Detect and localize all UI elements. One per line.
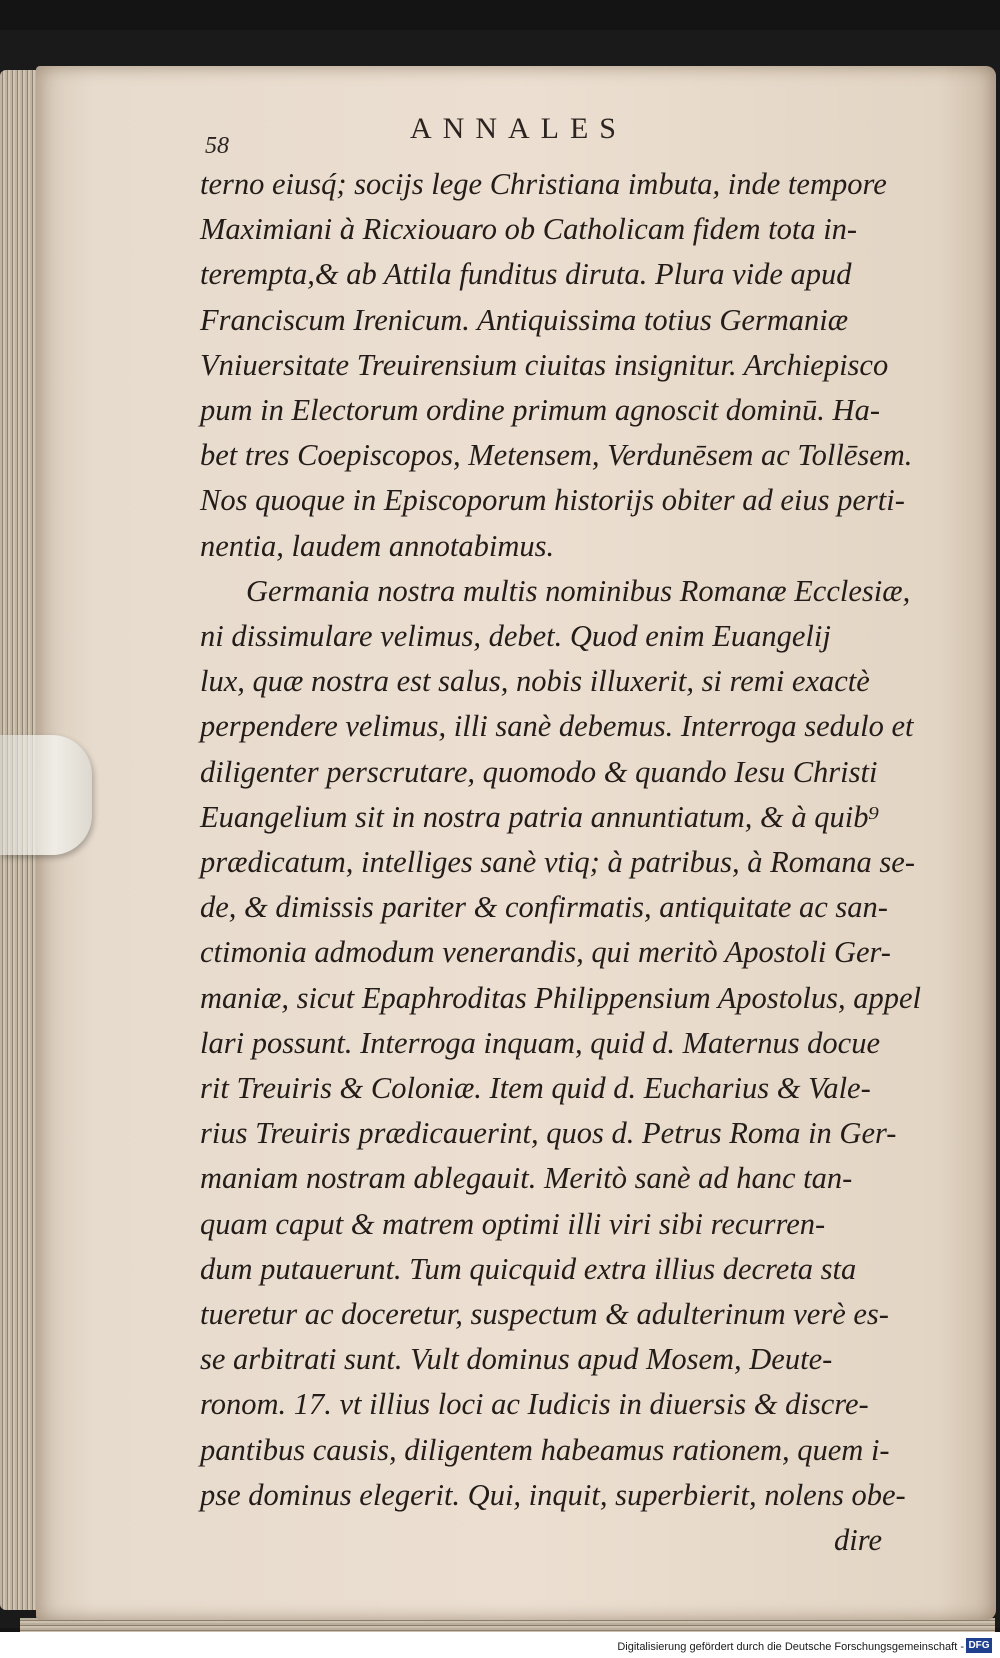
dfg-logo-icon: DFG <box>966 1638 992 1653</box>
text-line: pum in Electorum ordine primum agnoscit dominū. Ha- <box>200 393 880 428</box>
text-line: tueretur ac doceretur, suspectum & adulterinum verè es- <box>200 1297 889 1332</box>
text-line: dum putauerunt. Tum quicquid extra illius decreta sta <box>200 1251 857 1286</box>
text-line: pse dominus elegerit. Qui, inquit, superbierit, nolens obe- <box>200 1477 906 1512</box>
text-line: maniam nostram ablegauit. Meritò sanè ad hanc tan- <box>200 1161 853 1196</box>
text-line: pantibus causis, diligentem habeamus rationem, quem i- <box>200 1432 890 1467</box>
text-line: Euangelium sit in nostra patria annuntiatum, & à quib⁹ <box>200 799 880 834</box>
text-line: terempta,& ab Attila funditus diruta. Plura vide apud <box>200 257 852 292</box>
text-line: Nos quoque in Episcoporum historijs obiter ad eius perti- <box>200 483 905 518</box>
text-line: lux, quæ nostra est salus, nobis illuxerit, si remi exactè <box>200 664 870 699</box>
text-line: ronom. 17. vt illius loci ac Iudicis in diuersis & discre- <box>200 1387 869 1422</box>
text-line: lari possunt. Interroga inquam, quid d. Maternus docue <box>200 1025 881 1060</box>
catchword: dire <box>834 1523 882 1558</box>
text-line: rit Treuiris & Coloniæ. Item quid d. Eucharius & Vale- <box>200 1071 871 1106</box>
page-clip <box>0 735 92 855</box>
text-line: bet tres Coepiscopos, Metensem, Verdunēsem ac Tollēsem. <box>200 438 913 473</box>
text-line: ni dissimulare velimus, debet. Quod enim Euangelij <box>200 619 831 654</box>
text-line: de, & dimissis pariter & confirmatis, antiquitate ac san- <box>200 890 888 925</box>
page-text <box>200 162 921 1563</box>
text-line: Vniuersitate Treuirensium ciuitas insignitur. Archiepisco <box>200 347 889 382</box>
text-line: diligenter perscrutare, quomodo & quando Iesu Christi <box>200 754 878 789</box>
text-line: Maximiani à Ricxiouaro ob Catholicam fidem tota in- <box>200 212 858 247</box>
text-line: ctimonia admodum venerandis, qui meritò Apostoli Ger- <box>200 935 891 970</box>
funding-credit: Digitalisierung gefördert durch die Deutsche Forschungsgemeinschaft - <box>617 1641 964 1653</box>
text-line: maniæ, sicut Epaphroditas Philippensium Apostolus, appel <box>200 980 921 1015</box>
text-line: terno eiusq́; socijs lege Christiana imbuta, inde tempore <box>200 167 887 201</box>
text-line: Franciscum Irenicum. Antiquissima totius Germaniæ <box>200 302 849 337</box>
text-line: perpendere velimus, illi sanè debemus. Interroga sedulo et <box>200 709 914 744</box>
text-line: se arbitrati sunt. Vult dominus apud Mosem, Deute- <box>200 1342 833 1377</box>
footer-bar <box>0 1632 1000 1658</box>
text-line: quam caput & matrem optimi illi viri sibi recurren- <box>200 1206 826 1241</box>
paragraph-start-line: Germania nostra multis nominibus Romanæ Ecclesiæ, <box>246 573 911 608</box>
text-line: prædicatum, intelliges sanè vtiq; à patribus, à Romana se- <box>200 845 915 880</box>
page-number: 58 <box>205 133 229 159</box>
text-line: rius Treuiris prædicauerint, quos d. Petrus Roma in Ger- <box>200 1116 897 1151</box>
running-head: ANNALES <box>410 112 627 145</box>
text-line: nentia, laudem annotabimus. <box>200 528 555 563</box>
